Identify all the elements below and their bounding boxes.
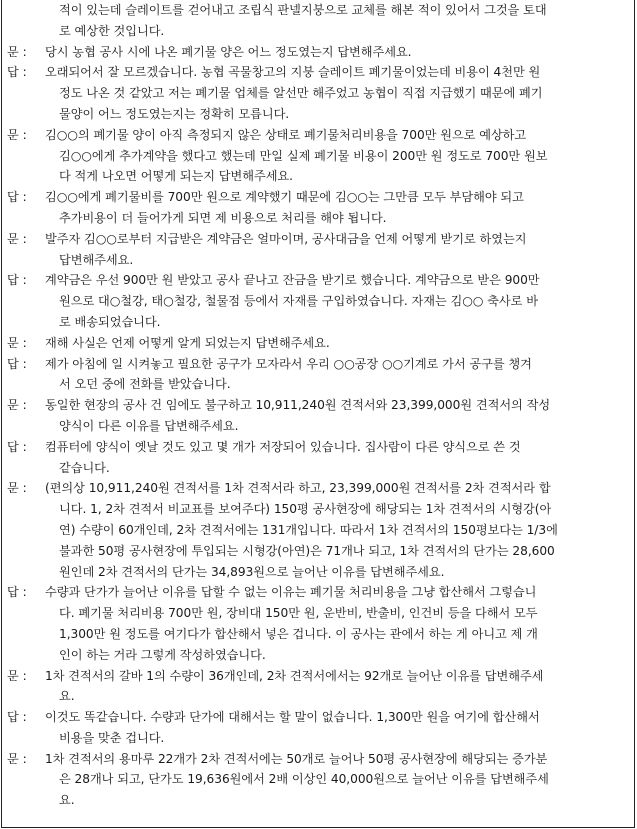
entry-tag: 문 :	[7, 398, 27, 413]
entry-text	[45, 437, 634, 479]
entry-text	[45, 229, 634, 271]
entry-tag: 문 :	[7, 481, 27, 496]
entry-tag: 문 :	[7, 44, 27, 59]
text-line: 김○○에게 추가계약을 했다고 했는데 만일 실제 폐기물 비용이 200만 원 정도로 700만 원보	[59, 148, 548, 163]
entry-text	[45, 333, 634, 354]
qa-transcript	[2, 0, 634, 811]
entry-text	[45, 0, 634, 42]
text-line: 물양이 어느 정도였는지는 정확히 모릅니다.	[59, 106, 290, 121]
text-line: 수량과 단가가 늘어난 이유를 답할 수 없는 이유는 폐기물 처리비용을 그냥 합산해서 그렇습니	[45, 585, 537, 600]
text-line: (편의상 10,911,240원 견적서를 1차 견적서라 하고, 23,399,000원 견적서를 2차 견적서라 합	[45, 481, 551, 496]
text-line: 원인데 2차 견적서의 단가는 34,893원으로 늘어난 이유를 답변해주세요.	[59, 564, 445, 579]
text-line: 발주자 김○○로부터 지급받은 계약금은 얼마이며, 공사대금을 언제 어떻게 받기로 하였는지	[45, 231, 527, 246]
text-line: 추가비용이 더 들어가게 되면 제 비용으로 처리를 해야 됩니다.	[59, 210, 387, 225]
text-line: 적이 있는데 슬레이트를 걷어내고 조립식 판넬지붕으로 교체를 해본 적이 있어서 그것을 토대	[59, 3, 547, 17]
text-line: 답변해주세요.	[59, 252, 134, 267]
entry-tag: 답 :	[7, 585, 27, 600]
answer-entry	[7, 62, 634, 124]
entry-tag: 문 :	[7, 668, 27, 683]
text-line: 컴퓨터에 양식이 옛날 것도 있고 몇 개가 저장되어 있습니다. 집사람이 다른 양식으로 쓴 것	[45, 439, 521, 454]
entry-text	[45, 582, 634, 665]
entry-text	[45, 707, 634, 749]
document-frame	[1, 0, 635, 828]
text-line: 로 예상한 것입니다.	[59, 23, 165, 38]
text-line: 로 배송되었습니다.	[59, 314, 161, 329]
text-line: 요.	[59, 689, 75, 704]
entry-text	[45, 395, 634, 437]
text-line: 요.	[59, 793, 75, 808]
entry-tag: 답 :	[7, 190, 27, 205]
answer-entry	[7, 437, 634, 479]
text-line: 인이 하는 거라 그렇게 작성하였습니다.	[59, 647, 266, 662]
text-line: 정도 나온 것 같았고 저는 폐기물 업체를 알선만 해주었고 농협이 직접 지급했기 때문에 폐기	[59, 86, 543, 101]
entry-text	[45, 62, 634, 124]
entry-tag: 문 :	[7, 335, 27, 350]
answer-entry	[7, 270, 634, 332]
entry-text	[45, 125, 634, 187]
entry-tag: 답 :	[7, 439, 27, 454]
answer-entry	[7, 707, 634, 749]
text-line: 서 오던 중에 전화를 받았습니다.	[59, 377, 231, 392]
question-entry	[7, 749, 634, 811]
question-entry	[7, 229, 634, 271]
text-line: 원으로 대○철강, 태○철강, 철물점 등에서 자재를 구입하였습니다. 자재는 김○○ 축사로 바	[59, 294, 538, 309]
text-line: 같습니다.	[59, 460, 110, 475]
entry-text	[45, 270, 634, 332]
text-line: 동일한 현장의 공사 건 임에도 불구하고 10,911,240원 견적서와 23,399,000원 견적서의 작성	[45, 398, 551, 413]
answer-entry	[7, 354, 634, 396]
question-entry	[7, 395, 634, 437]
entry-tag: 답 :	[7, 710, 27, 725]
text-line: 양식이 다른 이유를 답변해주세요.	[59, 418, 239, 433]
entry-tag: 문 :	[7, 231, 27, 246]
answer-entry	[7, 187, 634, 229]
text-line: 1,300만 원 정도를 여기다가 합산해서 넣은 겁니다. 이 공사는 관에서 하는 게 아니고 제 개	[59, 626, 538, 641]
text-line: 불과한 50평 공사현장에 투입되는 시형강(아연)은 71개나 되고, 1차 견적서의 단가는 28,600	[59, 543, 555, 558]
entry-tag: 문 :	[7, 127, 27, 142]
text-line: 계약금은 우선 900만 원 받았고 공사 끝나고 잔금을 받기로 했습니다. 계약금으로 받은 900만	[45, 273, 540, 288]
text-line: 니다. 1, 2차 견적서 비교표를 보여주다) 150평 공사현장에 해당되는 1차 견적서의 시형강(아	[59, 502, 552, 517]
question-entry	[7, 666, 634, 708]
entry-tag: 답 :	[7, 273, 27, 288]
text-line: 다. 폐기물 처리비용 700만 원, 장비대 150만 원, 운반비, 반출비, 인건비 등을 다해서 모두	[59, 606, 538, 621]
entry-text	[45, 478, 634, 582]
question-entry	[7, 333, 634, 354]
text-line: 은 28개나 되고, 단가도 19,636원에서 2배 이상인 40,000원으로 늘어난 이유를 답변해주세	[59, 772, 549, 787]
text-line: 비용을 맞춘 겁니다.	[59, 730, 165, 745]
question-entry	[7, 478, 634, 582]
question-entry	[7, 42, 634, 63]
text-line: 오래되어서 잘 모르겠습니다. 농협 곡물창고의 지붕 슬레이트 폐기물이었는데 비용이 4천만 원	[45, 65, 541, 80]
entry-text	[45, 354, 634, 396]
text-line: 제가 아침에 일 시켜놓고 필요한 공구가 모자라서 우리 ○○공장 ○○기계로 가서 공구를 챙겨	[45, 356, 532, 371]
entry-text	[45, 42, 634, 63]
entry-tag: 문 :	[7, 751, 27, 766]
entry-text	[45, 187, 634, 229]
text-line: 다 적게 나오면 어떻게 되는지 답변해주세요.	[59, 169, 293, 184]
entry-text	[45, 749, 634, 811]
question-entry	[7, 125, 634, 187]
text-line: 1차 견적서의 갈바 1의 수량이 36개인데, 2차 견적서에서는 92개로 늘어난 이유를 답변해주세	[45, 668, 544, 683]
answer-entry	[7, 582, 634, 665]
entry-text	[45, 666, 634, 708]
text-line: 연) 수량이 60개인데, 2차 견적서에는 131개입니다. 따라서 1차 견적서의 150평보다는 1/3에	[59, 522, 558, 537]
text-line: 당시 농협 공사 시에 나온 폐기물 양은 어느 정도였는지 답변해주세요.	[45, 44, 412, 59]
text-line: 1차 견적서의 용마루 22개가 2차 견적서에는 50개로 늘어나 50평 공사현장에 해당되는 증가분	[45, 751, 548, 766]
continued-entry	[7, 0, 634, 42]
text-line: 이것도 똑같습니다. 수량과 단가에 대해서는 할 말이 없습니다. 1,300만 원을 여기에 합산해서	[45, 710, 540, 725]
text-line: 김○○에게 폐기물비를 700만 원으로 계약했기 때문에 김○○는 그만큼 모두 부담해야 되고	[45, 190, 524, 205]
entry-tag: 답 :	[7, 65, 27, 80]
entry-tag: 답 :	[7, 356, 27, 371]
text-line: 김○○의 폐기물 양이 아직 측정되지 않은 상태로 폐기물처리비용을 700만 원으로 예상하고	[45, 127, 527, 142]
text-line: 재해 사실은 언제 어떻게 알게 되었는지 답변해주세요.	[45, 335, 330, 350]
